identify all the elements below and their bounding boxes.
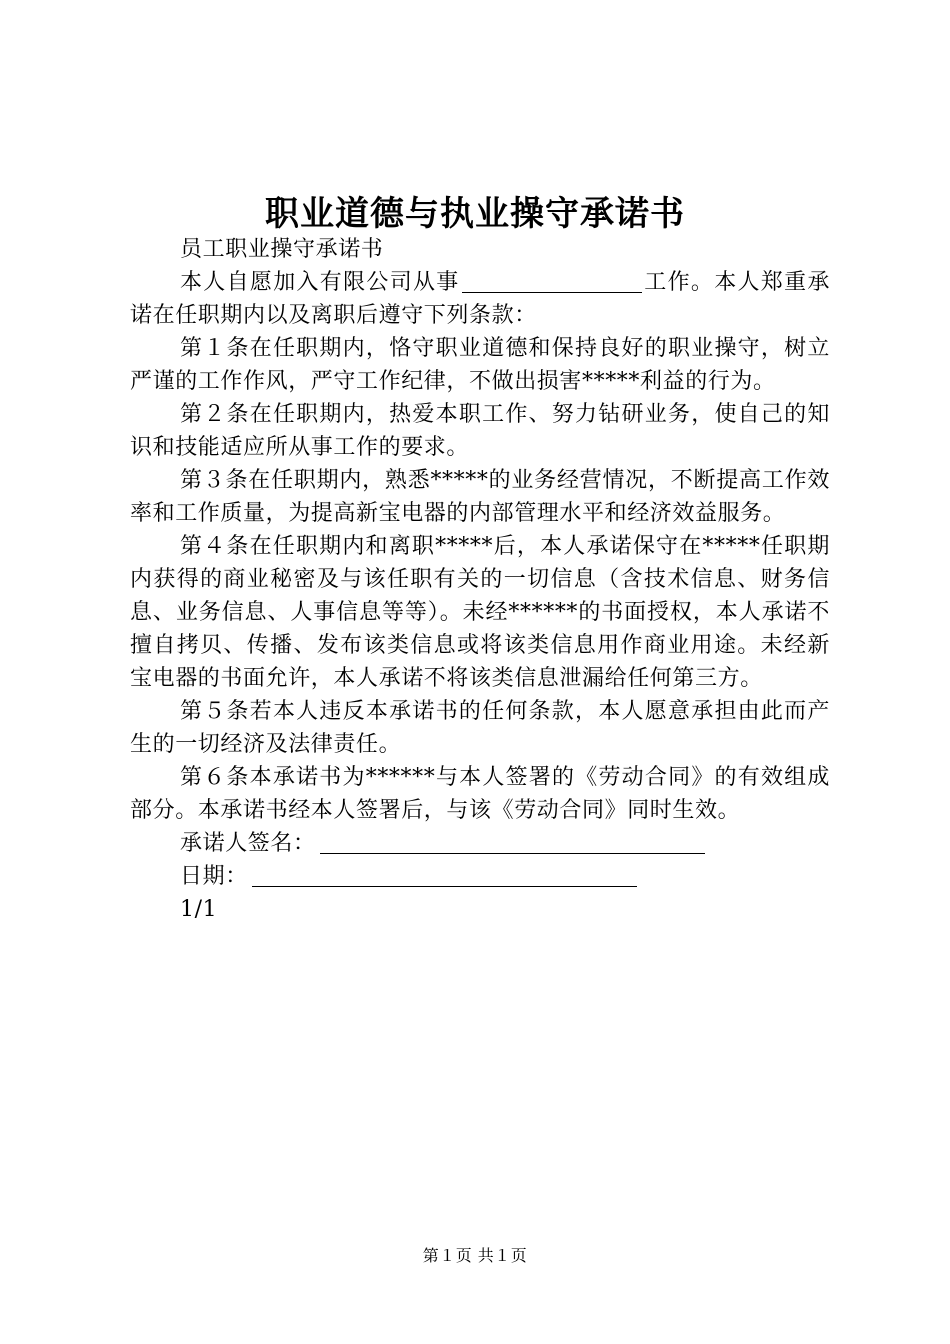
- page-footer: 第１页 共１页: [422, 1246, 528, 1265]
- date-blank-line: [252, 864, 637, 887]
- intro-text-part2: 工作。本人郑重承诺在任职期内以及离职后遵守下列条款：: [130, 270, 830, 328]
- job-blank-line: [462, 270, 642, 293]
- page-marker: 1/1: [180, 897, 218, 922]
- clause-2: 第２条在任职期内，热爱本职工作、努力钻研业务，使自己的知识和技能适应所从事工作的要求。: [130, 402, 830, 460]
- document-body: [130, 233, 830, 926]
- signature-label: 承诺人签名：: [180, 831, 316, 856]
- date-row: [130, 860, 830, 893]
- signature-row: [130, 827, 830, 860]
- clause-4: 第４条在任职期内和离职*****后，本人承诺保守在*****任职期内获得的商业秘密及与该任职有关的一切信息（含技术信息、财务信息、业务信息、人事信息等等）。未经******的书面授权，本人承诺不擅自拷贝、传播、发布该类信息或将该类信息用作商业用途。未经新宝电器的书面允许，本人承诺不将该类信息泄漏给任何第三方。: [130, 534, 830, 691]
- date-label: 日期：: [180, 864, 248, 889]
- signature-blank-line: [320, 831, 705, 854]
- intro-text-part1: 本人自愿加入有限公司从事: [180, 270, 460, 295]
- clause-5: 第５条若本人违反本承诺书的任何条款，本人愿意承担由此而产生的一切经济及法律责任。: [130, 699, 830, 757]
- clause-3: 第３条在任职期内，熟悉*****的业务经营情况，不断提高工作效率和工作质量，为提高新宝电器的内部管理水平和经济效益服务。: [130, 468, 830, 526]
- document-subtitle: 员工职业操守承诺书: [180, 237, 384, 262]
- intro-paragraph: [130, 266, 830, 332]
- clause-6: 第６条本承诺书为******与本人签署的《劳动合同》的有效组成部分。本承诺书经本人签署后，与该《劳动合同》同时生效。: [130, 765, 830, 823]
- clause-1: 第１条在任职期内，恪守职业道德和保持良好的职业操守，树立严谨的工作作风，严守工作纪律，不做出损害*****利益的行为。: [130, 336, 830, 394]
- document-title: 职业道德与执业操守承诺书: [265, 194, 685, 234]
